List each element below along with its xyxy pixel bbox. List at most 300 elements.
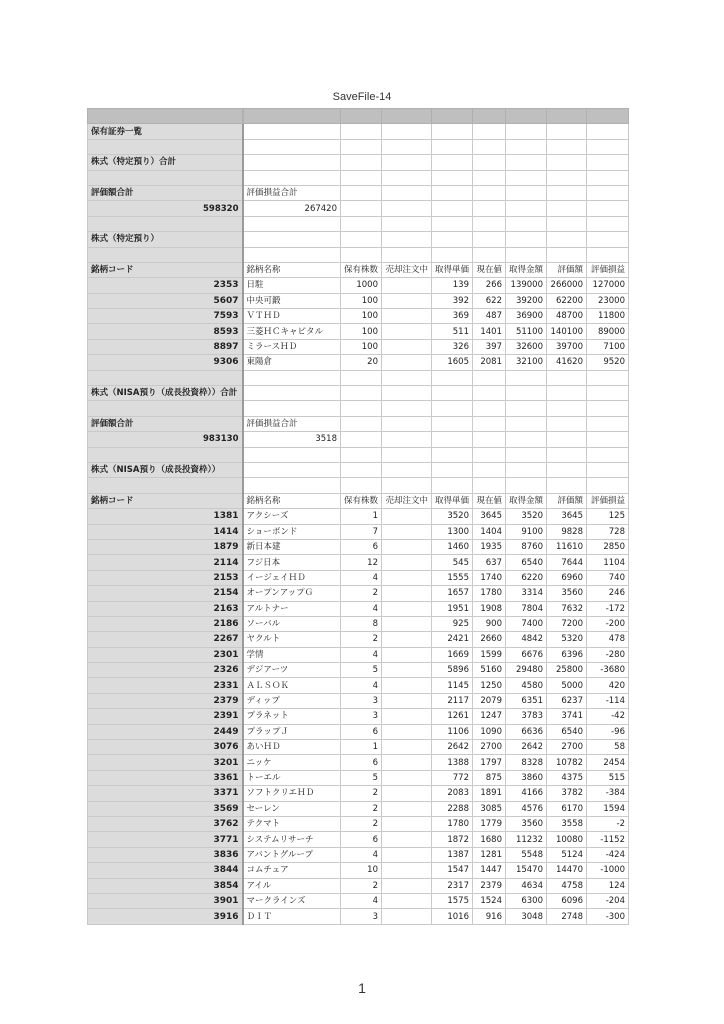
acquisition-amount[interactable]: 6220 <box>506 570 547 585</box>
empty-cell[interactable] <box>547 432 587 447</box>
acquisition-amount[interactable]: 11232 <box>506 832 547 847</box>
shares-held[interactable]: 2 <box>341 586 382 601</box>
valuation-pl[interactable]: 58 <box>587 740 629 755</box>
stock-name[interactable]: マークラインズ <box>243 893 341 908</box>
sell-order-pending[interactable] <box>382 847 432 862</box>
sell-order-pending[interactable] <box>382 663 432 678</box>
acquisition-amount[interactable]: 3560 <box>506 816 547 831</box>
stock-name[interactable]: あいＨＤ <box>243 740 341 755</box>
valuation-pl[interactable]: -42 <box>587 709 629 724</box>
empty-cell[interactable] <box>587 139 629 154</box>
empty-cell[interactable] <box>547 201 587 216</box>
column-header[interactable]: 銘柄コード <box>88 262 243 277</box>
empty-cell[interactable] <box>243 124 341 139</box>
sell-order-pending[interactable] <box>382 278 432 293</box>
current-price[interactable]: 1281 <box>473 847 506 862</box>
acquisition-price[interactable]: 1300 <box>432 524 473 539</box>
header-cell[interactable] <box>341 109 382 124</box>
valuation-pl[interactable]: -2 <box>587 816 629 831</box>
empty-cell[interactable] <box>382 139 432 154</box>
stock-code[interactable]: 7593 <box>88 309 243 324</box>
section-label[interactable]: 保有証券一覧 <box>88 124 243 139</box>
empty-cell[interactable] <box>506 478 547 493</box>
acquisition-amount[interactable]: 3048 <box>506 909 547 924</box>
current-price[interactable]: 875 <box>473 770 506 785</box>
stock-name[interactable]: アイル <box>243 878 341 893</box>
header-cell[interactable] <box>88 109 243 124</box>
column-header[interactable]: 売却注文中 <box>382 262 432 277</box>
acquisition-amount[interactable]: 4576 <box>506 801 547 816</box>
valuation[interactable]: 2700 <box>547 740 587 755</box>
empty-cell[interactable] <box>473 139 506 154</box>
current-price[interactable]: 1447 <box>473 863 506 878</box>
empty-cell[interactable] <box>506 401 547 416</box>
empty-cell[interactable] <box>547 155 587 170</box>
empty-cell[interactable] <box>432 124 473 139</box>
shares-held[interactable]: 6 <box>341 724 382 739</box>
current-price[interactable]: 2081 <box>473 355 506 370</box>
empty-cell[interactable] <box>382 447 432 462</box>
acquisition-price[interactable]: 1145 <box>432 678 473 693</box>
shares-held[interactable]: 2 <box>341 801 382 816</box>
acquisition-price[interactable]: 1951 <box>432 601 473 616</box>
valuation-pl[interactable]: 125 <box>587 509 629 524</box>
sell-order-pending[interactable] <box>382 555 432 570</box>
sell-order-pending[interactable] <box>382 339 432 354</box>
acquisition-amount[interactable]: 8760 <box>506 539 547 554</box>
stock-name[interactable]: アクシーズ <box>243 509 341 524</box>
shares-held[interactable]: 1000 <box>341 278 382 293</box>
empty-cell[interactable] <box>432 155 473 170</box>
stock-code[interactable]: 2186 <box>88 616 243 631</box>
empty-cell[interactable] <box>506 432 547 447</box>
stock-name[interactable]: 学情 <box>243 647 341 662</box>
valuation-total-value[interactable]: 598320 <box>88 201 243 216</box>
valuation[interactable]: 266000 <box>547 278 587 293</box>
empty-cell[interactable] <box>341 216 382 231</box>
empty-cell[interactable] <box>341 478 382 493</box>
empty-cell[interactable] <box>547 124 587 139</box>
empty-cell[interactable] <box>88 478 243 493</box>
stock-name[interactable]: アバントグループ <box>243 847 341 862</box>
shares-held[interactable]: 100 <box>341 309 382 324</box>
stock-name[interactable]: フジ日本 <box>243 555 341 570</box>
acquisition-amount[interactable]: 6676 <box>506 647 547 662</box>
acquisition-price[interactable]: 1388 <box>432 755 473 770</box>
empty-cell[interactable] <box>341 247 382 262</box>
empty-cell[interactable] <box>587 462 629 477</box>
empty-cell[interactable] <box>547 216 587 231</box>
empty-cell[interactable] <box>587 401 629 416</box>
empty-cell[interactable] <box>547 478 587 493</box>
header-cell[interactable] <box>243 109 341 124</box>
header-cell[interactable] <box>587 109 629 124</box>
acquisition-price[interactable]: 2317 <box>432 878 473 893</box>
shares-held[interactable]: 100 <box>341 339 382 354</box>
current-price[interactable]: 1935 <box>473 539 506 554</box>
current-price[interactable]: 1680 <box>473 832 506 847</box>
stock-code[interactable]: 3361 <box>88 770 243 785</box>
empty-cell[interactable] <box>341 170 382 185</box>
stock-code[interactable]: 2449 <box>88 724 243 739</box>
empty-cell[interactable] <box>587 447 629 462</box>
empty-cell[interactable] <box>432 232 473 247</box>
sell-order-pending[interactable] <box>382 293 432 308</box>
sell-order-pending[interactable] <box>382 893 432 908</box>
valuation-pl[interactable]: 127000 <box>587 278 629 293</box>
column-header[interactable]: 評価損益 <box>587 262 629 277</box>
sell-order-pending[interactable] <box>382 586 432 601</box>
empty-cell[interactable] <box>432 139 473 154</box>
pl-total-label[interactable]: 評価損益合計 <box>243 185 341 200</box>
current-price[interactable]: 2079 <box>473 693 506 708</box>
empty-cell[interactable] <box>382 401 432 416</box>
stock-code[interactable]: 2379 <box>88 693 243 708</box>
valuation-pl[interactable]: -114 <box>587 693 629 708</box>
stock-code[interactable]: 2331 <box>88 678 243 693</box>
stock-code[interactable]: 3836 <box>88 847 243 862</box>
empty-cell[interactable] <box>432 401 473 416</box>
sell-order-pending[interactable] <box>382 709 432 724</box>
stock-code[interactable]: 8593 <box>88 324 243 339</box>
valuation-pl[interactable]: 89000 <box>587 324 629 339</box>
stock-name[interactable]: ミラースＨＤ <box>243 339 341 354</box>
shares-held[interactable]: 3 <box>341 709 382 724</box>
empty-cell[interactable] <box>243 216 341 231</box>
valuation[interactable]: 48700 <box>547 309 587 324</box>
empty-cell[interactable] <box>473 478 506 493</box>
column-header[interactable]: 売却注文中 <box>382 493 432 508</box>
acquisition-amount[interactable]: 2642 <box>506 740 547 755</box>
stock-name[interactable]: ディップ <box>243 693 341 708</box>
empty-cell[interactable] <box>473 232 506 247</box>
valuation[interactable]: 5000 <box>547 678 587 693</box>
empty-cell[interactable] <box>506 447 547 462</box>
sell-order-pending[interactable] <box>382 509 432 524</box>
empty-cell[interactable] <box>243 155 341 170</box>
acquisition-price[interactable]: 1106 <box>432 724 473 739</box>
acquisition-amount[interactable]: 32100 <box>506 355 547 370</box>
empty-cell[interactable] <box>243 401 341 416</box>
stock-name[interactable]: トーエル <box>243 770 341 785</box>
stock-code[interactable]: 2153 <box>88 570 243 585</box>
stock-code[interactable]: 9306 <box>88 355 243 370</box>
header-cell[interactable] <box>432 109 473 124</box>
stock-code[interactable]: 8897 <box>88 339 243 354</box>
valuation[interactable]: 6096 <box>547 893 587 908</box>
acquisition-price[interactable]: 2117 <box>432 693 473 708</box>
empty-cell[interactable] <box>382 432 432 447</box>
header-cell[interactable] <box>547 109 587 124</box>
empty-cell[interactable] <box>506 124 547 139</box>
valuation[interactable]: 6237 <box>547 693 587 708</box>
sell-order-pending[interactable] <box>382 570 432 585</box>
stock-name[interactable]: ソフトクリエＨＤ <box>243 786 341 801</box>
column-header[interactable]: 現在値 <box>473 262 506 277</box>
empty-cell[interactable] <box>587 170 629 185</box>
acquisition-price[interactable]: 2642 <box>432 740 473 755</box>
empty-cell[interactable] <box>382 247 432 262</box>
acquisition-price[interactable]: 1261 <box>432 709 473 724</box>
shares-held[interactable]: 4 <box>341 647 382 662</box>
acquisition-price[interactable]: 1669 <box>432 647 473 662</box>
empty-cell[interactable] <box>432 247 473 262</box>
empty-cell[interactable] <box>547 185 587 200</box>
shares-held[interactable]: 10 <box>341 863 382 878</box>
empty-cell[interactable] <box>506 370 547 385</box>
valuation-pl[interactable]: 2454 <box>587 755 629 770</box>
stock-code[interactable]: 3901 <box>88 893 243 908</box>
empty-cell[interactable] <box>243 139 341 154</box>
valuation-pl[interactable]: -172 <box>587 601 629 616</box>
valuation[interactable]: 4375 <box>547 770 587 785</box>
current-price[interactable]: 1780 <box>473 586 506 601</box>
empty-cell[interactable] <box>473 370 506 385</box>
valuation[interactable]: 11610 <box>547 539 587 554</box>
acquisition-price[interactable]: 2421 <box>432 632 473 647</box>
acquisition-price[interactable]: 1547 <box>432 863 473 878</box>
column-header[interactable]: 評価額 <box>547 262 587 277</box>
empty-cell[interactable] <box>88 216 243 231</box>
shares-held[interactable]: 5 <box>341 770 382 785</box>
current-price[interactable]: 397 <box>473 339 506 354</box>
acquisition-price[interactable]: 5896 <box>432 663 473 678</box>
empty-cell[interactable] <box>506 232 547 247</box>
stock-code[interactable]: 2267 <box>88 632 243 647</box>
empty-cell[interactable] <box>506 462 547 477</box>
acquisition-price[interactable]: 1657 <box>432 586 473 601</box>
valuation-pl[interactable]: -1000 <box>587 863 629 878</box>
empty-cell[interactable] <box>473 216 506 231</box>
acquisition-price[interactable]: 511 <box>432 324 473 339</box>
stock-code[interactable]: 3844 <box>88 863 243 878</box>
empty-cell[interactable] <box>473 185 506 200</box>
stock-code[interactable]: 5607 <box>88 293 243 308</box>
stock-name[interactable]: 日駐 <box>243 278 341 293</box>
empty-cell[interactable] <box>506 139 547 154</box>
current-price[interactable]: 916 <box>473 909 506 924</box>
current-price[interactable]: 1740 <box>473 570 506 585</box>
stock-code[interactable]: 1879 <box>88 539 243 554</box>
current-price[interactable]: 2660 <box>473 632 506 647</box>
shares-held[interactable]: 5 <box>341 663 382 678</box>
acquisition-price[interactable]: 2288 <box>432 801 473 816</box>
shares-held[interactable]: 6 <box>341 832 382 847</box>
valuation[interactable]: 3560 <box>547 586 587 601</box>
sell-order-pending[interactable] <box>382 786 432 801</box>
valuation[interactable]: 6960 <box>547 570 587 585</box>
valuation[interactable]: 2748 <box>547 909 587 924</box>
stock-name[interactable]: テクマト <box>243 816 341 831</box>
valuation-pl[interactable]: 23000 <box>587 293 629 308</box>
acquisition-price[interactable]: 545 <box>432 555 473 570</box>
acquisition-price[interactable]: 139 <box>432 278 473 293</box>
valuation-pl[interactable]: 420 <box>587 678 629 693</box>
acquisition-amount[interactable]: 29480 <box>506 663 547 678</box>
acquisition-amount[interactable]: 7804 <box>506 601 547 616</box>
empty-cell[interactable] <box>88 139 243 154</box>
shares-held[interactable]: 4 <box>341 678 382 693</box>
empty-cell[interactable] <box>341 201 382 216</box>
shares-held[interactable]: 8 <box>341 616 382 631</box>
empty-cell[interactable] <box>473 416 506 431</box>
acquisition-amount[interactable]: 9100 <box>506 524 547 539</box>
column-header[interactable]: 取得金額 <box>506 493 547 508</box>
sell-order-pending[interactable] <box>382 909 432 924</box>
sell-order-pending[interactable] <box>382 324 432 339</box>
acquisition-price[interactable]: 3520 <box>432 509 473 524</box>
empty-cell[interactable] <box>432 416 473 431</box>
valuation[interactable]: 62200 <box>547 293 587 308</box>
shares-held[interactable]: 6 <box>341 539 382 554</box>
valuation-pl[interactable]: 2850 <box>587 539 629 554</box>
stock-code[interactable]: 2353 <box>88 278 243 293</box>
stock-code[interactable]: 2154 <box>88 586 243 601</box>
column-header[interactable]: 銘柄コード <box>88 493 243 508</box>
empty-cell[interactable] <box>587 370 629 385</box>
acquisition-price[interactable]: 1555 <box>432 570 473 585</box>
valuation[interactable]: 6396 <box>547 647 587 662</box>
valuation-total-value[interactable]: 983130 <box>88 432 243 447</box>
valuation[interactable]: 3645 <box>547 509 587 524</box>
empty-cell[interactable] <box>341 462 382 477</box>
empty-cell[interactable] <box>473 462 506 477</box>
valuation[interactable]: 9828 <box>547 524 587 539</box>
empty-cell[interactable] <box>341 432 382 447</box>
empty-cell[interactable] <box>587 247 629 262</box>
empty-cell[interactable] <box>243 170 341 185</box>
valuation[interactable]: 140100 <box>547 324 587 339</box>
empty-cell[interactable] <box>341 124 382 139</box>
empty-cell[interactable] <box>382 185 432 200</box>
empty-cell[interactable] <box>382 216 432 231</box>
stock-name[interactable]: ＶＴＨＤ <box>243 309 341 324</box>
empty-cell[interactable] <box>432 370 473 385</box>
empty-cell[interactable] <box>506 416 547 431</box>
acquisition-amount[interactable]: 3783 <box>506 709 547 724</box>
empty-cell[interactable] <box>547 370 587 385</box>
empty-cell[interactable] <box>547 232 587 247</box>
shares-held[interactable]: 1 <box>341 740 382 755</box>
column-header[interactable]: 保有株数 <box>341 493 382 508</box>
empty-cell[interactable] <box>547 462 587 477</box>
valuation-pl[interactable]: -200 <box>587 616 629 631</box>
acquisition-amount[interactable]: 6300 <box>506 893 547 908</box>
stock-code[interactable]: 3916 <box>88 909 243 924</box>
acquisition-price[interactable]: 392 <box>432 293 473 308</box>
stock-name[interactable]: システムリサーチ <box>243 832 341 847</box>
stock-code[interactable]: 3762 <box>88 816 243 831</box>
empty-cell[interactable] <box>547 386 587 401</box>
stock-code[interactable]: 3371 <box>88 786 243 801</box>
stock-code[interactable]: 2391 <box>88 709 243 724</box>
empty-cell[interactable] <box>341 386 382 401</box>
shares-held[interactable]: 100 <box>341 324 382 339</box>
empty-cell[interactable] <box>243 462 341 477</box>
valuation[interactable]: 7632 <box>547 601 587 616</box>
current-price[interactable]: 1779 <box>473 816 506 831</box>
empty-cell[interactable] <box>587 416 629 431</box>
stock-code[interactable]: 2301 <box>88 647 243 662</box>
empty-cell[interactable] <box>473 401 506 416</box>
empty-cell[interactable] <box>341 401 382 416</box>
sell-order-pending[interactable] <box>382 693 432 708</box>
acquisition-amount[interactable]: 8328 <box>506 755 547 770</box>
acquisition-amount[interactable]: 7400 <box>506 616 547 631</box>
valuation[interactable]: 14470 <box>547 863 587 878</box>
empty-cell[interactable] <box>88 247 243 262</box>
empty-cell[interactable] <box>88 170 243 185</box>
empty-cell[interactable] <box>547 416 587 431</box>
empty-cell[interactable] <box>587 155 629 170</box>
current-price[interactable]: 1247 <box>473 709 506 724</box>
empty-cell[interactable] <box>473 124 506 139</box>
sell-order-pending[interactable] <box>382 632 432 647</box>
empty-cell[interactable] <box>587 201 629 216</box>
current-price[interactable]: 266 <box>473 278 506 293</box>
valuation-pl[interactable]: 246 <box>587 586 629 601</box>
sell-order-pending[interactable] <box>382 601 432 616</box>
acquisition-price[interactable]: 925 <box>432 616 473 631</box>
stock-code[interactable]: 3854 <box>88 878 243 893</box>
stock-code[interactable]: 2163 <box>88 601 243 616</box>
column-header[interactable]: 銘柄名称 <box>243 262 341 277</box>
column-header[interactable]: 取得単価 <box>432 262 473 277</box>
stock-name[interactable]: プラップＪ <box>243 724 341 739</box>
empty-cell[interactable] <box>382 124 432 139</box>
valuation[interactable]: 25800 <box>547 663 587 678</box>
sell-order-pending[interactable] <box>382 678 432 693</box>
empty-cell[interactable] <box>587 478 629 493</box>
section-label[interactable]: 株式（特定預り） <box>88 232 243 247</box>
pl-total-value[interactable]: 3518 <box>243 432 341 447</box>
empty-cell[interactable] <box>341 447 382 462</box>
empty-cell[interactable] <box>506 155 547 170</box>
empty-cell[interactable] <box>432 185 473 200</box>
acquisition-price[interactable]: 772 <box>432 770 473 785</box>
empty-cell[interactable] <box>587 216 629 231</box>
empty-cell[interactable] <box>547 447 587 462</box>
stock-name[interactable]: ソーバル <box>243 616 341 631</box>
valuation-pl[interactable]: -300 <box>587 909 629 924</box>
valuation-pl[interactable]: 11800 <box>587 309 629 324</box>
empty-cell[interactable] <box>341 139 382 154</box>
shares-held[interactable]: 2 <box>341 878 382 893</box>
empty-cell[interactable] <box>506 201 547 216</box>
valuation-pl[interactable]: 9520 <box>587 355 629 370</box>
empty-cell[interactable] <box>88 401 243 416</box>
shares-held[interactable]: 7 <box>341 524 382 539</box>
acquisition-price[interactable]: 1387 <box>432 847 473 862</box>
current-price[interactable]: 1401 <box>473 324 506 339</box>
empty-cell[interactable] <box>473 201 506 216</box>
sell-order-pending[interactable] <box>382 801 432 816</box>
valuation[interactable]: 3782 <box>547 786 587 801</box>
empty-cell[interactable] <box>88 370 243 385</box>
empty-cell[interactable] <box>88 447 243 462</box>
stock-name[interactable]: セーレン <box>243 801 341 816</box>
current-price[interactable]: 622 <box>473 293 506 308</box>
empty-cell[interactable] <box>473 447 506 462</box>
empty-cell[interactable] <box>547 170 587 185</box>
valuation[interactable]: 41620 <box>547 355 587 370</box>
valuation-pl[interactable]: -96 <box>587 724 629 739</box>
current-price[interactable]: 1908 <box>473 601 506 616</box>
empty-cell[interactable] <box>547 139 587 154</box>
empty-cell[interactable] <box>382 155 432 170</box>
acquisition-price[interactable]: 1575 <box>432 893 473 908</box>
empty-cell[interactable] <box>432 478 473 493</box>
